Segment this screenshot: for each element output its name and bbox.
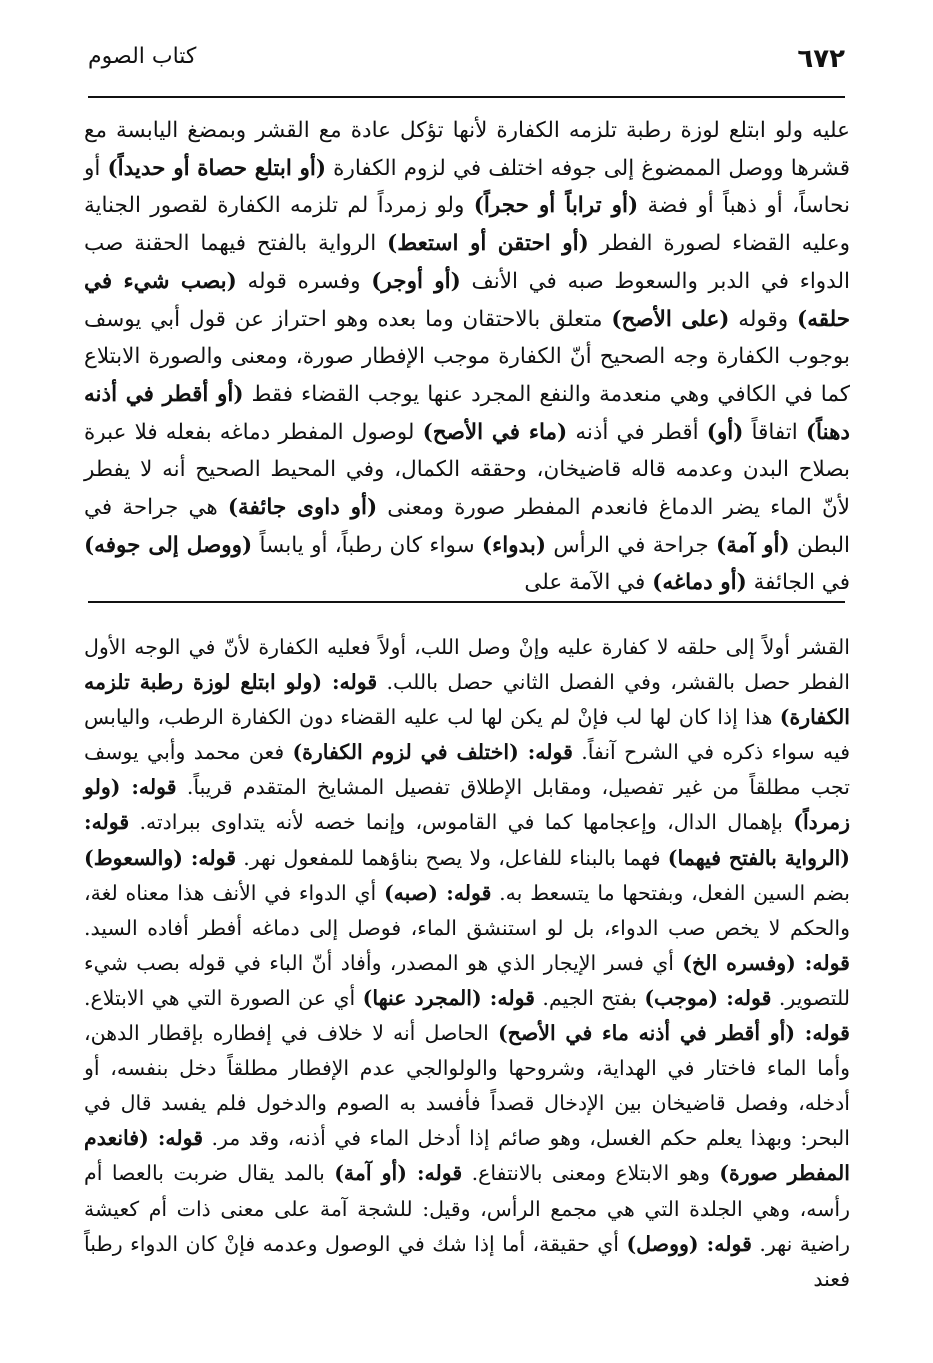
text-run: وفسره قوله xyxy=(236,268,372,294)
text-run: في الجائفة xyxy=(746,570,850,596)
text-run: هي جراحة في البطن xyxy=(84,495,851,558)
text-run: ولو زمرداً لم تلزمه الكفارة لقصور الجناية وعليه القضاء لصورة الفطر xyxy=(84,193,851,257)
bold-phrase: (أو) xyxy=(706,419,744,445)
bold-phrase: (أو أوجر) xyxy=(371,268,461,294)
bold-phrase: (ووصل إلى جوفه) xyxy=(84,532,253,558)
main-paragraph xyxy=(84,112,850,602)
book-title: كتاب الصوم xyxy=(88,44,197,69)
footnote-divider xyxy=(88,601,845,603)
header-divider xyxy=(88,96,845,98)
text-run: بضم السين الفعل، وبفتحها ما يتسعط به. xyxy=(491,880,850,905)
text-run: أو نحاساً، أو ذهباً أو فضة xyxy=(84,155,850,219)
bold-phrase: (ماء في الأصح) xyxy=(422,419,568,445)
footnote-block xyxy=(84,630,850,1297)
bold-phrase: قوله: (وفسره الخ) xyxy=(682,950,850,975)
bold-phrase: قوله: (أو أقطر في أذنه ماء في الأصح) xyxy=(497,1021,850,1046)
bold-phrase: (أو تراباً أو حجراً) xyxy=(473,193,639,219)
text-run: جراحة في الرأس xyxy=(546,532,716,558)
bold-phrase: قوله: (الرواية بالفتح فيهما) xyxy=(84,810,850,870)
bold-phrase: (أو ابتلع حصاة أو حديداً) xyxy=(107,155,327,181)
text-run: بفتح الجيم. xyxy=(534,985,645,1010)
text-run: أقطر في أذنه xyxy=(567,419,707,445)
bold-phrase: قوله: (موجب) xyxy=(644,985,772,1010)
text-run: الحاصل أنه لا خلاف في إفطاره بإقطار الدهن، وأما الماء فاختار في الهداية، وشروحها والولوالجي عدم الإفطار مطلقاً دخل بنفسه، أو أدخله، وفصل قاضيخان بين الإدخال قصداً فأفسد به الصوم والدخول فلم يفسد قال في البحر: وبهذا يعلم حكم الغسل، وهو صائم إذا أدخل الماء في أذنه، وقد مر. xyxy=(84,1021,850,1151)
bold-phrase: قوله: (والسعوط) xyxy=(84,845,237,870)
text-run: فعن محمد وأبي يوسف تجب مطلقاً من غير تفصيل، ومقابل الإطلاق تفصيل المشايخ المتقدم قريباً. xyxy=(84,740,850,800)
bold-phrase: (بصب شيء في حلقه) xyxy=(84,268,850,332)
bold-phrase: (أو داوى جائفة) xyxy=(227,495,378,521)
bold-phrase: قوله: (أو آمة) xyxy=(334,1161,463,1186)
text-run: أي حقيقة، أما إذا شك في الوصول وعدمه فإنْ كان الدواء رطباً فعند xyxy=(84,1231,850,1291)
text-run: سواء كان رطباً، أو يابساً xyxy=(252,532,482,558)
bold-phrase: (أو أقطر في أذنه دهناً) xyxy=(84,381,850,445)
bold-phrase: قوله: (اختلف في لزوم الكفارة) xyxy=(292,740,573,765)
bold-phrase: قوله: (صبه) xyxy=(383,880,492,905)
bold-phrase: (أو دماغه) xyxy=(652,570,747,596)
text-run: اتفاقاً xyxy=(743,419,806,445)
text-run: عليه ولو ابتلع لوزة رطبة تلزمه الكفارة لأنها تؤكل عادة مع القشر وبمضغ اليابسة مع قشرها ووصل الممضوغ إلى جوفه اختلف في لزوم الكفارة xyxy=(84,118,850,181)
page-number: ٦٧٢ xyxy=(797,44,845,74)
bold-phrase: (أو آمة) xyxy=(716,532,790,558)
bold-phrase: قوله: (فانعدم المفطر صورة) xyxy=(84,1126,850,1186)
main-text-block xyxy=(84,112,850,602)
text-run: أي الدواء في الأنف هذا معناه لغة، والحكم لا يخص صب الدواء، بل لو استنشق الماء، فوصل إلى دماغه أفطر أفاده السيد. xyxy=(84,880,850,940)
text-run: بإهمال الدال، وإعجامها كما في القاموس، وإنما خصه لأنه يتداوى ببرادته. xyxy=(129,810,794,835)
text-run: أي عن الصورة التي هي الابتلاع. xyxy=(84,985,363,1010)
text-run: وقوله xyxy=(729,306,798,332)
bold-phrase: (أو احتقن أو استعط) xyxy=(387,231,589,257)
text-run: لوصول المفطر دماغه بفعله فلا عبرة بصلاح البدن وعدمه قاله قاضيخان، وحققه الكمال، وفي المحيط الصحيح أنه لا يفطر لأنّ الماء يضر الدماغ فانعدم المفطر صورة ومعنى xyxy=(84,419,851,521)
bold-phrase: قوله: (ولو ابتلع لوزة رطبة تلزمه الكفارة) xyxy=(84,670,850,730)
bold-phrase: قوله: (ووصل) xyxy=(626,1231,752,1256)
text-run: متعلق بالاحتقان وما بعده وهو احتراز عن قول أبي يوسف بوجوب الكفارة وجه الصحيح أنّ الكفارة موجب الإفطار صورة، ومعنى والصورة الابتلاع كما في الكافي وهي منعدمة والنفع المجرد عنها يوجب القضاء فقط xyxy=(84,306,850,407)
bold-phrase: (بدواء) xyxy=(481,532,547,558)
page-header xyxy=(88,40,845,80)
text-run: وهو الابتلاع ومعنى بالانتفاع. xyxy=(462,1161,720,1186)
footnote-paragraph xyxy=(84,630,850,1297)
bold-phrase: قوله: (المجرد عنها) xyxy=(362,985,535,1010)
text-run: بالمد يقال ضربت بالعصا أم رأسه، وهي الجلدة التي هي مجمع الرأس، وقيل: للشجة آمة على معنى ذات أم كعيشة راضية نهر. xyxy=(84,1161,850,1256)
text-run: أي فسر الإيجار الذي هو المصدر، وأفاد أنّ الباء في قوله بصب شيء للتصوير. xyxy=(84,950,850,1010)
text-run: هذا إذا كان لها لب فإنْ لم يكن لها لب عليه القضاء دون الكفارة الرطب، واليابس فيه سواء ذكره في الشرح آنفاً. xyxy=(84,705,850,765)
bold-phrase: قوله: (ولو زمرداً) xyxy=(84,775,850,835)
text-run: الرواية بالفتح فيهما الحقنة صب الدواء في الدبر والسعوط صبه في الأنف xyxy=(84,231,850,294)
text-run: القشر أولاً إلى حلقه لا كفارة عليه وإنْ وصل اللب، أولاً فعليه الكفارة لأنّ في الوجه الأول الفطر حصل بالقشر، وفي الفصل الثاني حصل باللب. xyxy=(84,635,850,695)
text-run: فهما بالبناء للفاعل، ولا يصح بناؤهما للمفعول نهر. xyxy=(236,845,668,870)
text-run: في الآمة على xyxy=(524,570,653,596)
bold-phrase: (على الأصح) xyxy=(611,306,730,332)
